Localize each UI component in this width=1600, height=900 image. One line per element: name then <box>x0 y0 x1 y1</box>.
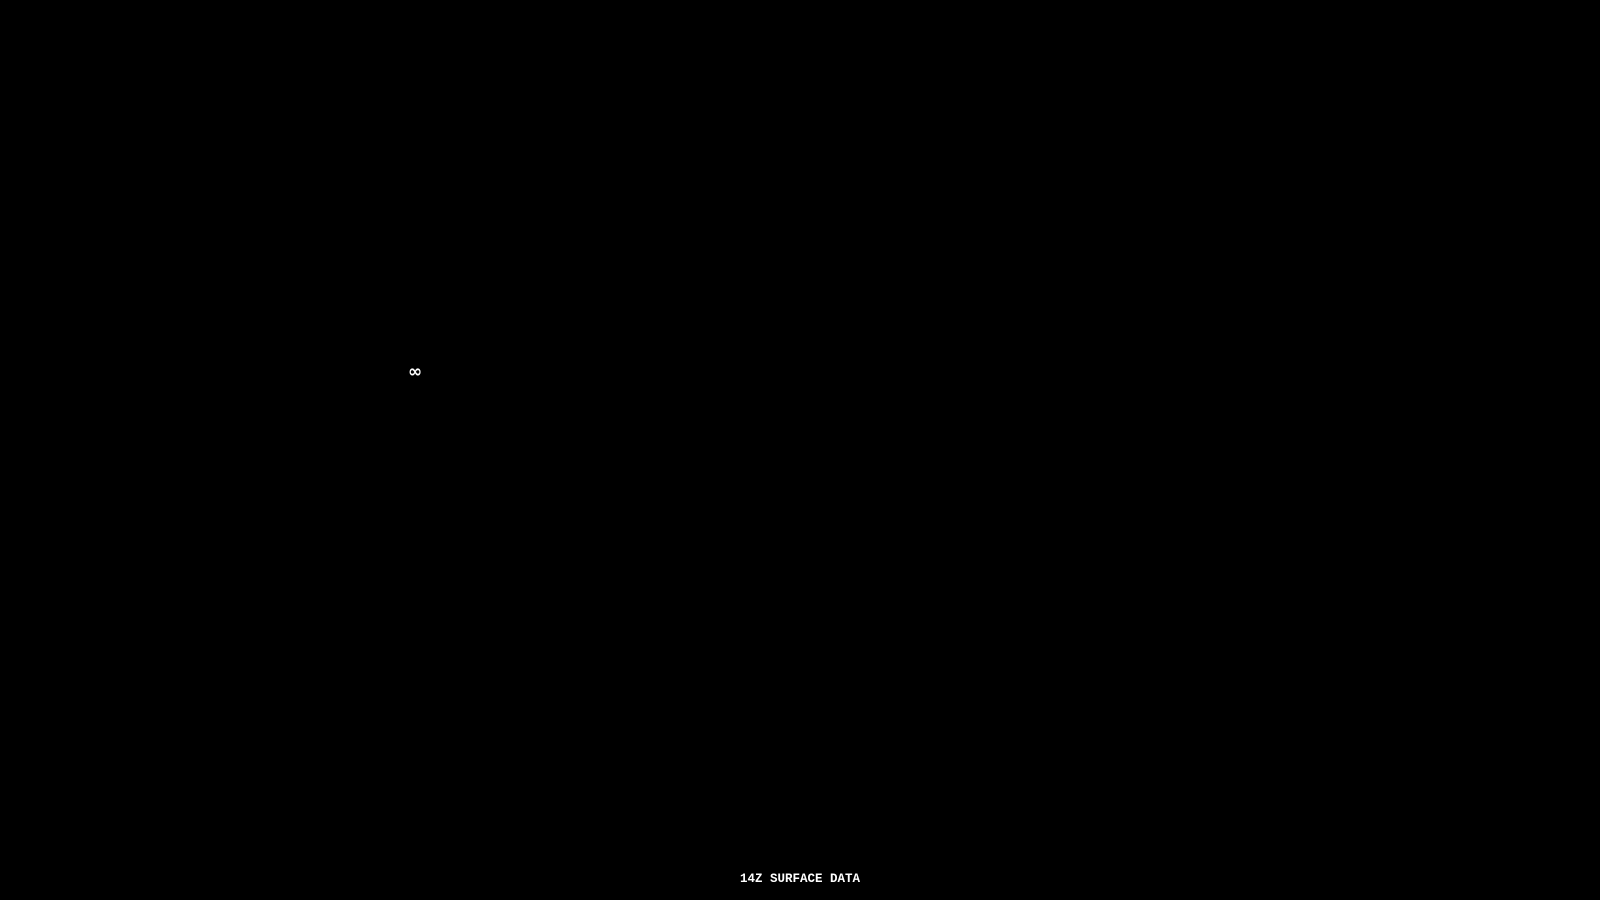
haze-icon: ∞ <box>408 362 423 382</box>
plot-caption: 14Z SURFACE DATA <box>739 872 861 886</box>
